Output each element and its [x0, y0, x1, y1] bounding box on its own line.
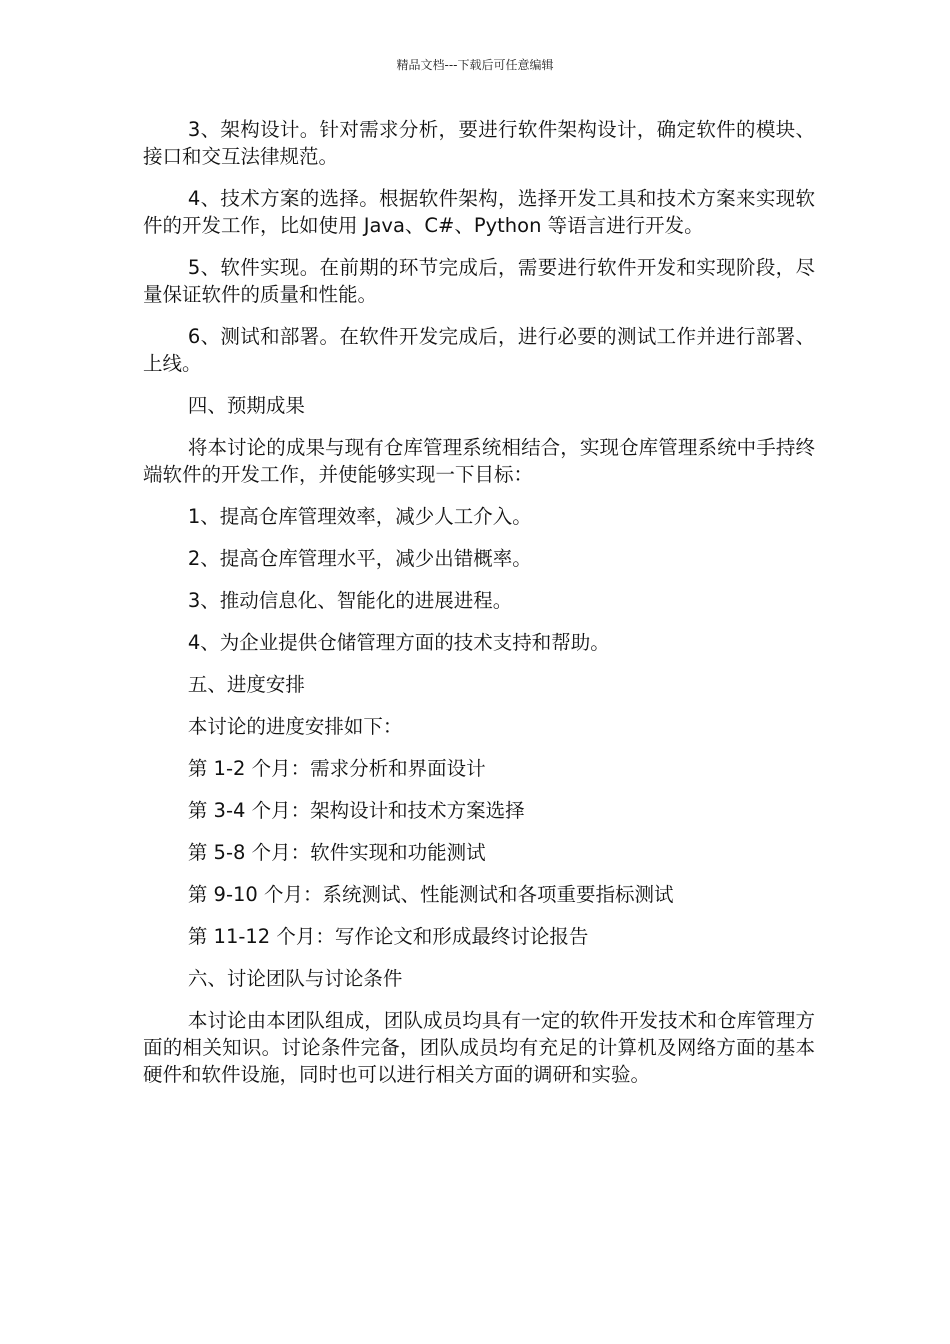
page-header: 精品文档---下载后可任意编辑	[396, 58, 554, 72]
goal-item-4: 4、为企业提供仓储管理方面的技术支持和帮助。	[187, 631, 610, 654]
schedule-item-2: 第 3-4 个月：架构设计和技术方案选择	[187, 799, 525, 822]
schedule-item-5: 第 11-12 个月：写作论文和形成最终讨论报告	[187, 925, 589, 948]
paragraph-software-implementation: 5、软件实现。在前期的环节完成后，需要进行软件开发和实现阶段，尽量保证软件的质量和性能。	[143, 256, 815, 306]
paragraph-expected-results: 将本讨论的成果与现有仓库管理系统相结合，实现仓库管理系统中手持终端软件的开发工作，并使能够实现一下目标：	[143, 436, 815, 486]
section-heading-schedule: 五、进度安排	[187, 673, 305, 696]
paragraph-testing-deployment: 6、测试和部署。在软件开发完成后，进行必要的测试工作并进行部署、上线。	[143, 325, 815, 375]
schedule-item-1: 第 1-2 个月：需求分析和界面设计	[187, 757, 486, 780]
schedule-item-4: 第 9-10 个月：系统测试、性能测试和各项重要指标测试	[187, 883, 674, 906]
paragraph-tech-solution: 4、技术方案的选择。根据软件架构，选择开发工具和技术方案来实现软件的开发工作，比如使用 Java、C#、Python 等语言进行开发。	[143, 187, 815, 237]
section-heading-team: 六、讨论团队与讨论条件	[187, 967, 403, 990]
paragraph-schedule-intro: 本讨论的进度安排如下：	[187, 715, 403, 738]
goal-item-2: 2、提高仓库管理水平，减少出错概率。	[187, 547, 532, 570]
section-heading-expected-results: 四、预期成果	[187, 394, 305, 417]
goal-item-3: 3、推动信息化、智能化的进展进程。	[187, 589, 513, 612]
goal-item-1: 1、提高仓库管理效率，减少人工介入。	[187, 505, 532, 528]
paragraph-architecture-design: 3、架构设计。针对需求分析，要进行软件架构设计，确定软件的模块、接口和交互法律规范。	[143, 118, 815, 168]
document-body	[143, 116, 815, 1103]
schedule-item-3: 第 5-8 个月：软件实现和功能测试	[187, 841, 486, 864]
paragraph-team-conditions: 本讨论由本团队组成，团队成员均具有一定的软件开发技术和仓库管理方面的相关知识。讨论条件完备，团队成员均有充足的计算机及网络方面的基本硬件和软件设施，同时也可以进行相关方面的调研和实验。	[143, 1009, 815, 1086]
